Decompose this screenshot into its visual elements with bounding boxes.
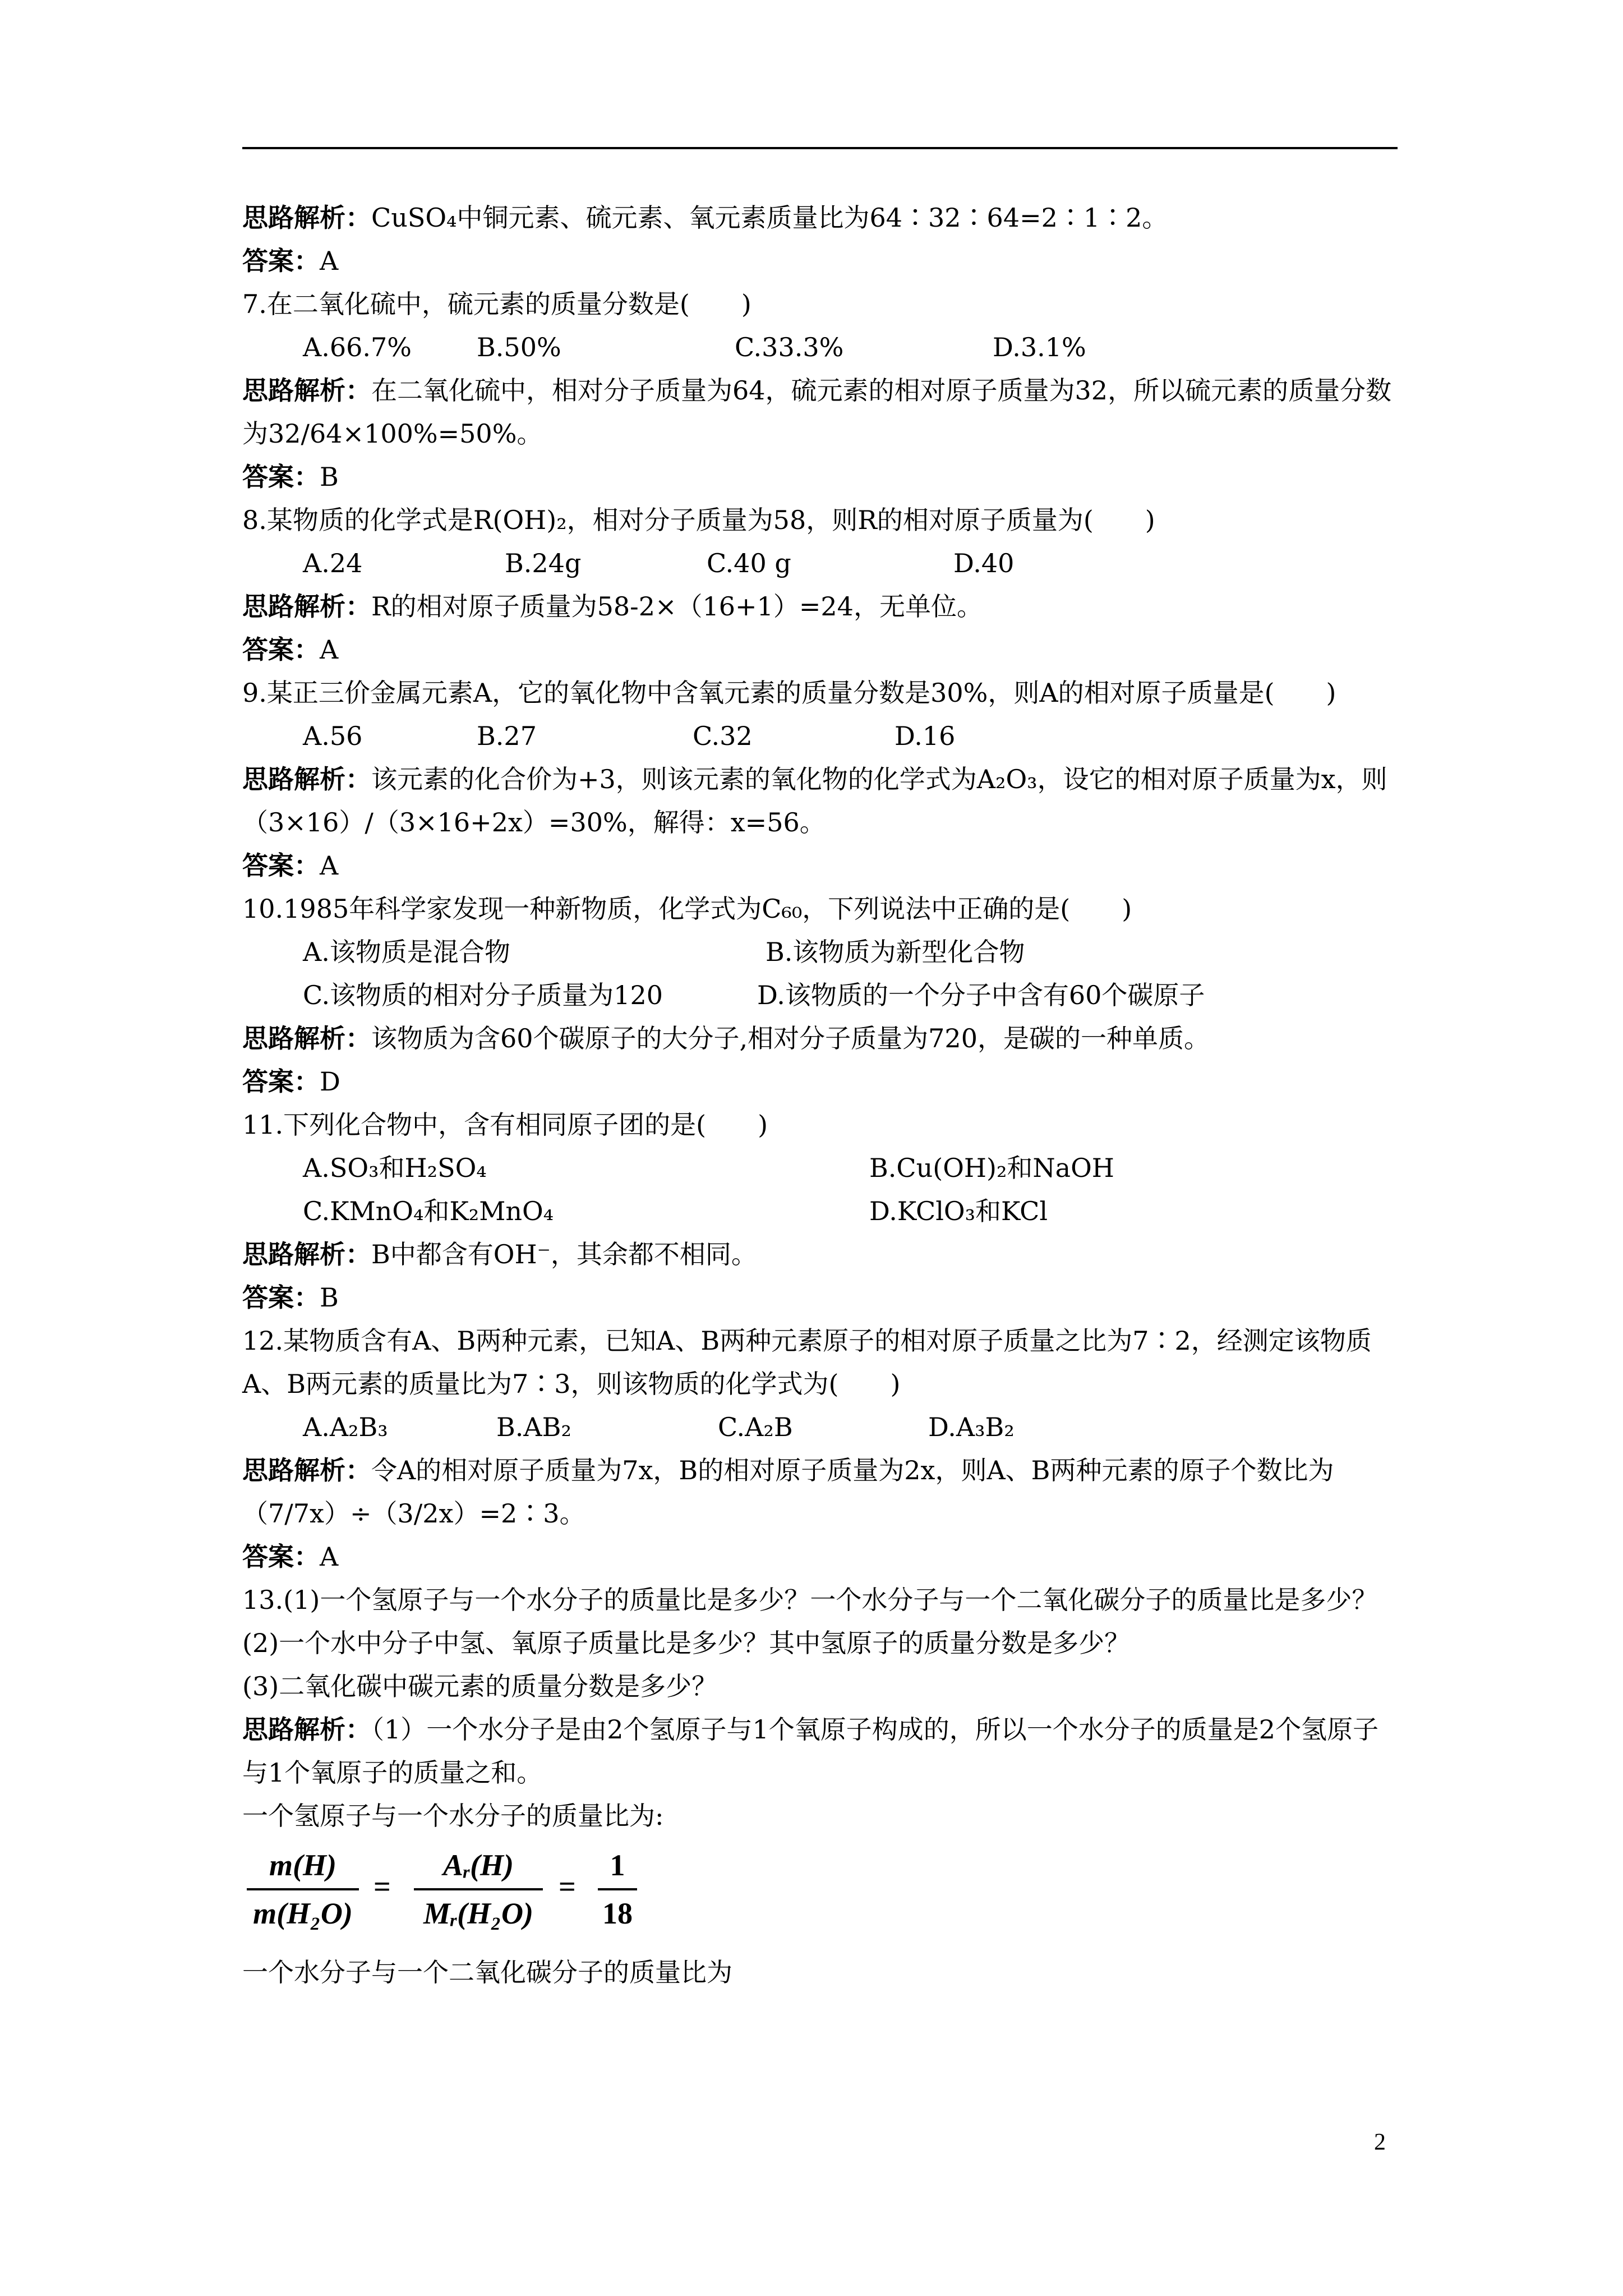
option-b: B.Cu(OH)₂和NaOH — [869, 1153, 1114, 1183]
q7-answer — [242, 455, 1398, 499]
answer-label: 答案： — [242, 246, 320, 276]
analysis-text: 该元素的化合价为+3，则该元素的氧化物的化学式为A₂O₃，设它的相对原子质量为x，则（3×16）/（3×16+2x）=30%，解得：x=56。 — [242, 764, 1387, 838]
analysis-text: 该物质为含60个碳原子的大分子,相对分子质量为720，是碳的一种单质。 — [371, 1023, 1210, 1053]
q11-options-row1 — [242, 1147, 1398, 1190]
analysis-text: 在二氧化硫中，相对分子质量为64，硫元素的相对原子质量为32，所以硫元素的质量分数为32/64×100%=50%。 — [242, 375, 1392, 449]
mass-ratio-formula — [247, 1842, 1398, 1949]
option-d: D.3.1% — [993, 332, 1086, 362]
page-body — [242, 196, 1398, 1994]
fraction-result — [598, 1842, 637, 1936]
q13-part3: (3)二氧化碳中碳元素的质量分数是多少？ — [242, 1671, 718, 1701]
fraction-denominator: 18 — [602, 1897, 633, 1930]
answer-label: 答案： — [242, 1282, 320, 1313]
q13-part2: (2)一个水中分子中氢、氧原子质量比是多少？其中氢原子的质量分数是多少？ — [242, 1628, 1131, 1658]
q7-analysis — [242, 369, 1398, 455]
q6-answer — [242, 240, 1398, 283]
option-b: B.24g — [505, 548, 582, 578]
option-b: B.50% — [477, 332, 561, 362]
q13-line-h-water: 一个氢原子与一个水分子的质量比为: — [242, 1801, 664, 1831]
q9-options — [242, 715, 1398, 758]
answer-value: D — [320, 1066, 340, 1097]
q10-options-row1 — [242, 931, 1398, 974]
option-d: D.16 — [895, 721, 956, 751]
analysis-label: 思路解析： — [242, 764, 371, 794]
option-a: A.SO₃和H₂SO₄ — [303, 1153, 487, 1183]
answer-label: 答案： — [242, 634, 320, 665]
option-d: D.40 — [953, 548, 1015, 578]
option-a: A.66.7% — [303, 332, 412, 362]
q7-stem: 7.在二氧化硫中，硫元素的质量分数是( ) — [242, 289, 751, 319]
q8-answer — [242, 628, 1398, 671]
fraction-atomic — [414, 1842, 543, 1936]
q13-part1: 13.(1)一个氢原子与一个水分子的质量比是多少？一个水分子与一个二氧化碳分子的质量比是多少？ — [242, 1585, 1378, 1615]
answer-value: A — [320, 1542, 339, 1572]
option-b: B.27 — [477, 721, 537, 751]
answer-label: 答案： — [242, 1542, 320, 1572]
option-b: B.该物质为新型化合物 — [766, 937, 1025, 967]
option-a: A.24 — [303, 548, 363, 578]
option-d: D.A₃B₂ — [928, 1412, 1015, 1442]
fraction-numerator: 1 — [610, 1848, 625, 1882]
answer-value: B — [320, 462, 339, 492]
q6-analysis — [242, 196, 1398, 240]
analysis-text: 令A的相对原子质量为7x，B的相对原子质量为2x，则A、B两种元素的原子个数比为（7/7x）÷（3/2x）=2∶3。 — [242, 1455, 1334, 1529]
fraction-numerator: Aᵣ(H) — [442, 1848, 514, 1882]
option-c: C.该物质的相对分子质量为120 — [303, 980, 663, 1010]
q12-analysis — [242, 1449, 1398, 1535]
option-c: C.32 — [693, 721, 753, 751]
answer-value: A — [320, 634, 339, 665]
q11-stem: 11.下列化合物中，含有相同原子团的是( ) — [242, 1110, 768, 1140]
q10-options-row2 — [242, 974, 1398, 1017]
q8-options — [242, 542, 1398, 585]
option-a: A.该物质是混合物 — [303, 937, 510, 967]
answer-label: 答案： — [242, 850, 320, 881]
option-c: C.KMnO₄和K₂MnO₄ — [303, 1196, 554, 1226]
q8-analysis — [242, 585, 1398, 628]
equals-sign: = — [374, 1870, 391, 1903]
answer-label: 答案： — [242, 462, 320, 492]
equals-sign: = — [559, 1870, 576, 1903]
analysis-label: 思路解析： — [242, 1023, 371, 1053]
fraction-denominator: m(H₂O) — [253, 1897, 353, 1930]
answer-value: A — [320, 246, 339, 276]
answer-value: A — [320, 850, 339, 881]
option-c: C.33.3% — [735, 332, 844, 362]
fraction-mass — [247, 1842, 359, 1936]
analysis-text: B中都含有OH⁻，其余都不相同。 — [371, 1239, 757, 1269]
q12-answer — [242, 1535, 1398, 1579]
answer-value: B — [320, 1282, 339, 1313]
q12-stem: 12.某物质含有A、B两种元素，已知A、B两种元素原子的相对原子质量之比为7∶2，经测定该物质A、B两元素的质量比为7∶3，则该物质的化学式为( ) — [242, 1326, 1372, 1399]
answer-label: 答案： — [242, 1066, 320, 1097]
q9-stem: 9.某正三价金属元素A，它的氧化物中含氧元素的质量分数是30%，则A的相对原子质量是( ) — [242, 678, 1336, 708]
q10-stem: 10.1985年科学家发现一种新物质，化学式为C₆₀，下列说法中正确的是( ) — [242, 894, 1132, 924]
q11-analysis — [242, 1233, 1398, 1276]
option-a: A.A₂B₃ — [303, 1412, 388, 1442]
q13-line-water-co2: 一个水分子与一个二氧化碳分子的质量比为 — [242, 1957, 732, 1987]
fraction-numerator: m(H) — [269, 1848, 336, 1882]
q13-analysis — [242, 1708, 1398, 1795]
header-rule — [242, 147, 1398, 149]
option-a: A.56 — [303, 721, 363, 751]
q12-options — [242, 1406, 1398, 1449]
q9-answer — [242, 844, 1398, 887]
q7-options — [242, 326, 1398, 369]
q8-stem: 8.某物质的化学式是R(OH)₂，相对分子质量为58，则R的相对原子质量为( ) — [242, 505, 1155, 535]
option-d: D.KClO₃和KCl — [869, 1196, 1048, 1226]
analysis-label: 思路解析： — [242, 1714, 371, 1745]
analysis-label: 思路解析： — [242, 375, 371, 406]
page-number: 2 — [1374, 2129, 1386, 2155]
analysis-label: 思路解析： — [242, 1455, 371, 1485]
q11-options-row2 — [242, 1190, 1398, 1233]
option-b: B.AB₂ — [496, 1412, 571, 1442]
option-c: C.A₂B — [718, 1412, 793, 1442]
q10-answer — [242, 1060, 1398, 1103]
analysis-label: 思路解析： — [242, 203, 371, 233]
q11-answer — [242, 1276, 1398, 1319]
analysis-text: CuSO₄中铜元素、硫元素、氧元素质量比为64∶32∶64=2∶1∶2。 — [371, 203, 1168, 233]
q9-analysis — [242, 758, 1398, 844]
analysis-label: 思路解析： — [242, 591, 371, 622]
option-c: C.40 g — [707, 548, 791, 578]
fraction-denominator: Mᵣ(H₂O) — [423, 1897, 533, 1930]
analysis-label: 思路解析： — [242, 1239, 371, 1269]
option-d: D.该物质的一个分子中含有60个碳原子 — [757, 980, 1205, 1010]
analysis-text: （1）一个水分子是由2个氢原子与1个氧原子构成的，所以一个水分子的质量是2个氢原子与1个氧原子的质量之和。 — [242, 1714, 1379, 1788]
q10-analysis — [242, 1017, 1398, 1060]
analysis-text: R的相对原子质量为58-2×（16+1）=24，无单位。 — [371, 591, 983, 622]
